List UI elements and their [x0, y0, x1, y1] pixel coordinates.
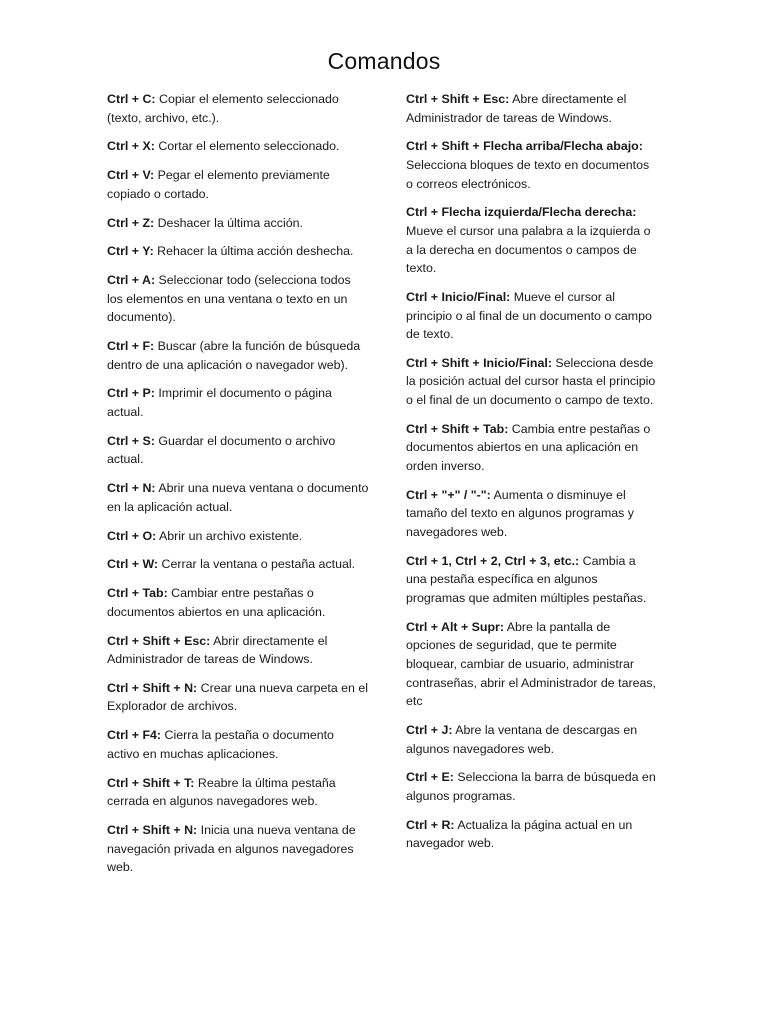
- shortcut-entry: [406, 90, 658, 127]
- shortcut-description: Cierra la pestaña o documento activo en muchas aplicaciones.: [107, 728, 334, 761]
- shortcut-entry: [107, 821, 369, 877]
- shortcut-description: Guardar el documento o archivo actual.: [107, 433, 336, 467]
- shortcut-entry: [406, 618, 658, 711]
- shortcut-key: Ctrl + X:: [107, 139, 155, 154]
- shortcut-entry: [107, 479, 369, 516]
- shortcut-entry: [406, 137, 658, 193]
- shortcut-entry: [406, 420, 658, 476]
- shortcut-entry: [406, 816, 658, 853]
- shortcut-key: Ctrl + Shift + T:: [107, 775, 195, 790]
- shortcut-entry: [107, 632, 369, 669]
- shortcut-entry: [406, 288, 658, 344]
- shortcut-key: Ctrl + R:: [406, 817, 455, 832]
- shortcut-description: Reabre la última pestaña cerrada en algunos navegadores web.: [107, 775, 336, 809]
- shortcut-key: Ctrl + Shift + Flecha arriba/Flecha abajo:: [406, 139, 643, 154]
- shortcut-key: Ctrl + O:: [107, 528, 157, 543]
- right-column: [406, 90, 658, 863]
- shortcut-key: Ctrl + V:: [107, 168, 155, 183]
- shortcut-description: Abre la pantalla de opciones de seguridad, que te permite bloquear, cambiar de usuario, administrar contraseñas, abrir el Administrador de tareas, etc: [406, 619, 657, 709]
- shortcut-description: Selecciona la barra de búsqueda en algunos programas.: [406, 770, 656, 803]
- shortcut-key: Ctrl + Shift + Esc:: [107, 633, 211, 648]
- shortcut-key: Ctrl + Inicio/Final:: [406, 289, 511, 304]
- shortcut-entry: [107, 584, 369, 621]
- shortcut-entry: [107, 679, 369, 716]
- shortcut-key: Ctrl + J:: [406, 722, 453, 737]
- shortcut-description: Cerrar la ventana o pestaña actual.: [161, 557, 356, 572]
- shortcut-entry: [406, 768, 658, 805]
- shortcut-description: Selecciona desde la posición actual del cursor hasta el principio o el final de un documento o campo de texto.: [406, 355, 656, 408]
- shortcut-description: Mueve el cursor al principio o al final de un documento o campo de texto.: [406, 289, 652, 342]
- shortcut-description: Abre directamente el Administrador de tareas de Windows.: [406, 92, 627, 125]
- shortcut-key: Ctrl + "+" / "-":: [406, 487, 491, 502]
- shortcut-description: Rehacer la última acción deshecha.: [157, 244, 354, 259]
- shortcut-key: Ctrl + Shift + Tab:: [406, 421, 509, 436]
- shortcut-description: Actualiza la página actual en un navegador web.: [406, 817, 633, 851]
- shortcut-key: Ctrl + Alt + Supr:: [406, 619, 504, 634]
- shortcut-description: Copiar el elemento seleccionado (texto, archivo, etc.).: [107, 92, 339, 125]
- shortcut-description: Abrir un archivo existente.: [159, 528, 303, 543]
- shortcut-description: Inicia una nueva ventana de navegación privada en algunos navegadores web.: [107, 823, 356, 875]
- shortcut-key: Ctrl + F:: [107, 339, 155, 354]
- shortcut-key: Ctrl + A:: [107, 273, 156, 288]
- shortcut-entry: [107, 166, 369, 203]
- shortcut-key: Ctrl + 1, Ctrl + 2, Ctrl + 3, etc.:: [406, 553, 580, 568]
- shortcut-key: Ctrl + W:: [107, 557, 159, 572]
- shortcut-entry: [107, 527, 369, 546]
- shortcut-entry: [107, 337, 369, 374]
- shortcut-key: Ctrl + E:: [406, 770, 454, 785]
- shortcut-key: Ctrl + Shift + Esc:: [406, 92, 510, 106]
- page-title: Comandos: [327, 48, 441, 74]
- shortcut-entry: [107, 384, 369, 421]
- shortcut-key: Ctrl + S:: [107, 433, 155, 448]
- shortcut-description: Seleccionar todo (selecciona todos los elementos en una ventana o texto en un documento).: [107, 273, 351, 325]
- shortcut-key: Ctrl + C:: [107, 92, 156, 106]
- shortcut-entry: [406, 721, 658, 758]
- shortcut-description: Crear una nueva carpeta en el Explorador de archivos.: [107, 680, 369, 714]
- shortcut-key: Ctrl + Shift + Inicio/Final:: [406, 355, 552, 370]
- shortcut-entry: [406, 486, 658, 542]
- shortcut-description: Pegar el elemento previamente copiado o cortado.: [107, 168, 330, 201]
- shortcut-key: Ctrl + Tab:: [107, 586, 168, 601]
- shortcut-description: Selecciona bloques de texto en documentos o correos electrónicos.: [406, 157, 650, 191]
- shortcut-key: Ctrl + N:: [107, 481, 156, 496]
- shortcut-key: Ctrl + F4:: [107, 728, 162, 743]
- shortcut-entry: [107, 432, 369, 469]
- shortcut-description: Aumenta o disminuye el tamaño del texto en algunos programas y navegadores web.: [406, 487, 634, 539]
- shortcut-description: Cambia entre pestañas o documentos abiertos en una aplicación en orden inverso.: [406, 421, 651, 474]
- shortcut-entry: [406, 552, 658, 608]
- shortcut-description: Deshacer la última acción.: [157, 215, 303, 230]
- shortcut-key: Ctrl + Flecha izquierda/Flecha derecha:: [406, 205, 637, 220]
- shortcut-entry: [107, 774, 369, 811]
- shortcut-description: Abrir directamente el Administrador de tareas de Windows.: [107, 633, 328, 667]
- shortcut-key: Ctrl + Y:: [107, 244, 154, 259]
- shortcut-entry: [107, 137, 369, 156]
- shortcut-entry: [107, 555, 369, 574]
- shortcut-entry: [107, 242, 369, 261]
- shortcut-key: Ctrl + P:: [107, 386, 155, 401]
- shortcut-description: Buscar (abre la función de búsqueda dentro de una aplicación o navegador web).: [107, 339, 361, 372]
- shortcut-key: Ctrl + Z:: [107, 215, 155, 230]
- shortcut-entry: [107, 90, 369, 127]
- shortcut-entry: [406, 203, 658, 277]
- shortcut-entry: [107, 726, 369, 763]
- shortcut-key: Ctrl + Shift + N:: [107, 823, 198, 837]
- shortcut-description: Abre la ventana de descargas en algunos navegadores web.: [406, 722, 638, 756]
- shortcut-description: Cortar el elemento seleccionado.: [158, 139, 340, 154]
- shortcut-description: Mueve el cursor una palabra a la izquierda o a la derecha en documentos o campos de texto.: [406, 223, 651, 276]
- shortcut-entry: [107, 214, 369, 233]
- shortcut-key: Ctrl + Shift + N:: [107, 680, 198, 695]
- left-column: [107, 90, 369, 887]
- shortcut-description: Imprimir el documento o página actual.: [107, 386, 332, 420]
- shortcut-description: Cambiar entre pestañas o documentos abiertos en una aplicación.: [107, 586, 326, 619]
- shortcut-entry: [406, 354, 658, 410]
- shortcut-description: Cambia a una pestaña específica en algunos programas que admiten múltiples pestañas.: [406, 553, 647, 605]
- shortcut-entry: [107, 271, 369, 327]
- shortcut-description: Abrir una nueva ventana o documento en la aplicación actual.: [107, 481, 369, 514]
